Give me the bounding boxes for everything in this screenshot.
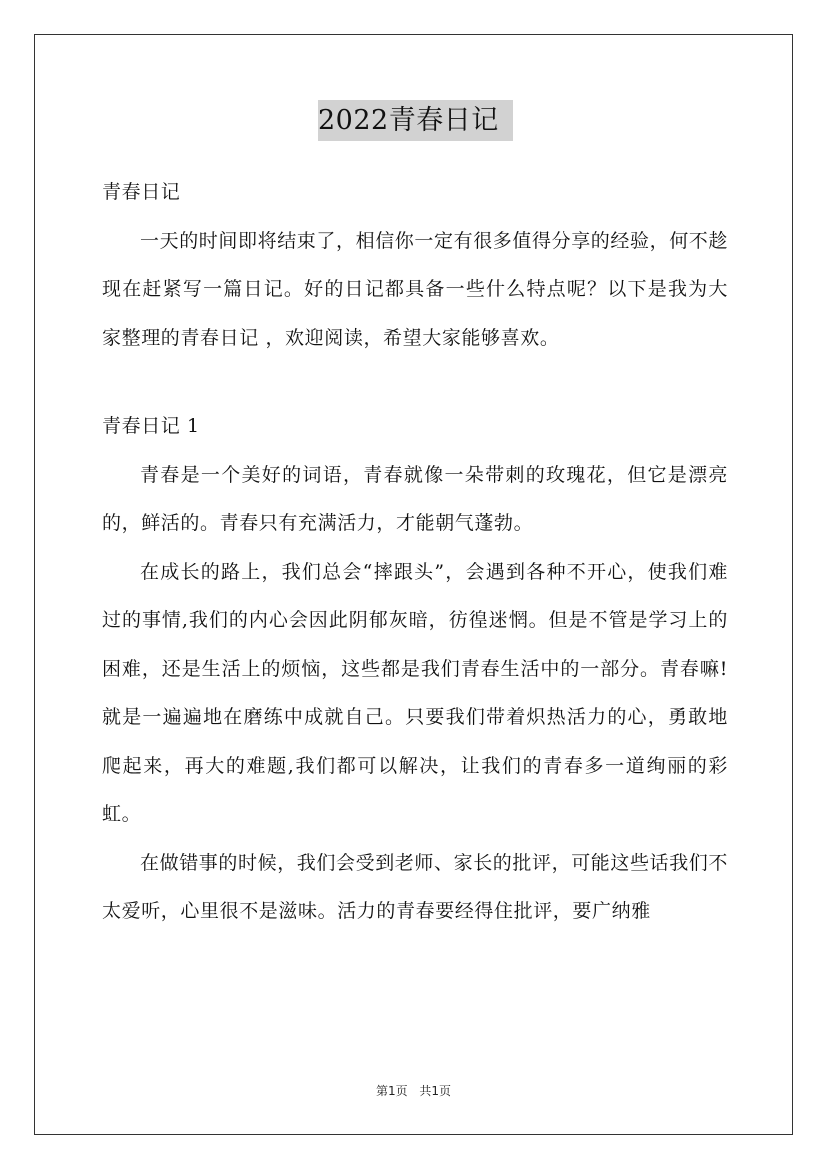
page-number-total: 共1页 (419, 1084, 452, 1098)
body-paragraph-1: 青春是一个美好的词语，青春就像一朵带刺的玫瑰花，但它是漂亮的，鲜活的。青春只有充满活力，才能朝气蓬勃。 (102, 463, 728, 534)
page-footer (0, 1082, 827, 1099)
page-number-current: 第1页 (375, 1084, 408, 1098)
section-heading-intro: 青春日记 (102, 181, 181, 203)
blank-line (102, 362, 728, 402)
intro-paragraph: 一天的时间即将结束了，相信你一定有很多值得分享的经验，何不趁现在赶紧写一篇日记。好的日记都具备一些什么特点呢？以下是我为大家整理的青春日记 ，欢迎阅读，希望大家能够喜欢。 (102, 229, 729, 349)
document-body (102, 168, 728, 936)
body-paragraph-2: 在成长的路上，我们总会“摔跟头”，会遇到各种不开心，使我们难过的事情,我们的内心会因此阴郁灰暗，彷徨迷惘。但是不管是学习上的困难，还是生活上的烦恼，这些都是我们青春生活中的一部分。青春嘛!就是一遍遍地在磨练中成就自己。只要我们带着炽热活力的心，勇敢地爬起来，再大的难题,我们都可以解决，让我们的青春多一道绚丽的彩虹。 (102, 560, 728, 825)
body-paragraph-3: 在做错事的时候，我们会受到老师、家长的批评，可能这些话我们不太爱听，心里很不是滋味。活力的青春要经得住批评，要广纳雅 (102, 851, 729, 922)
document-title: 2022青春日记 (318, 100, 513, 141)
section-heading-entry-1: 青春日记 1 (102, 415, 200, 437)
